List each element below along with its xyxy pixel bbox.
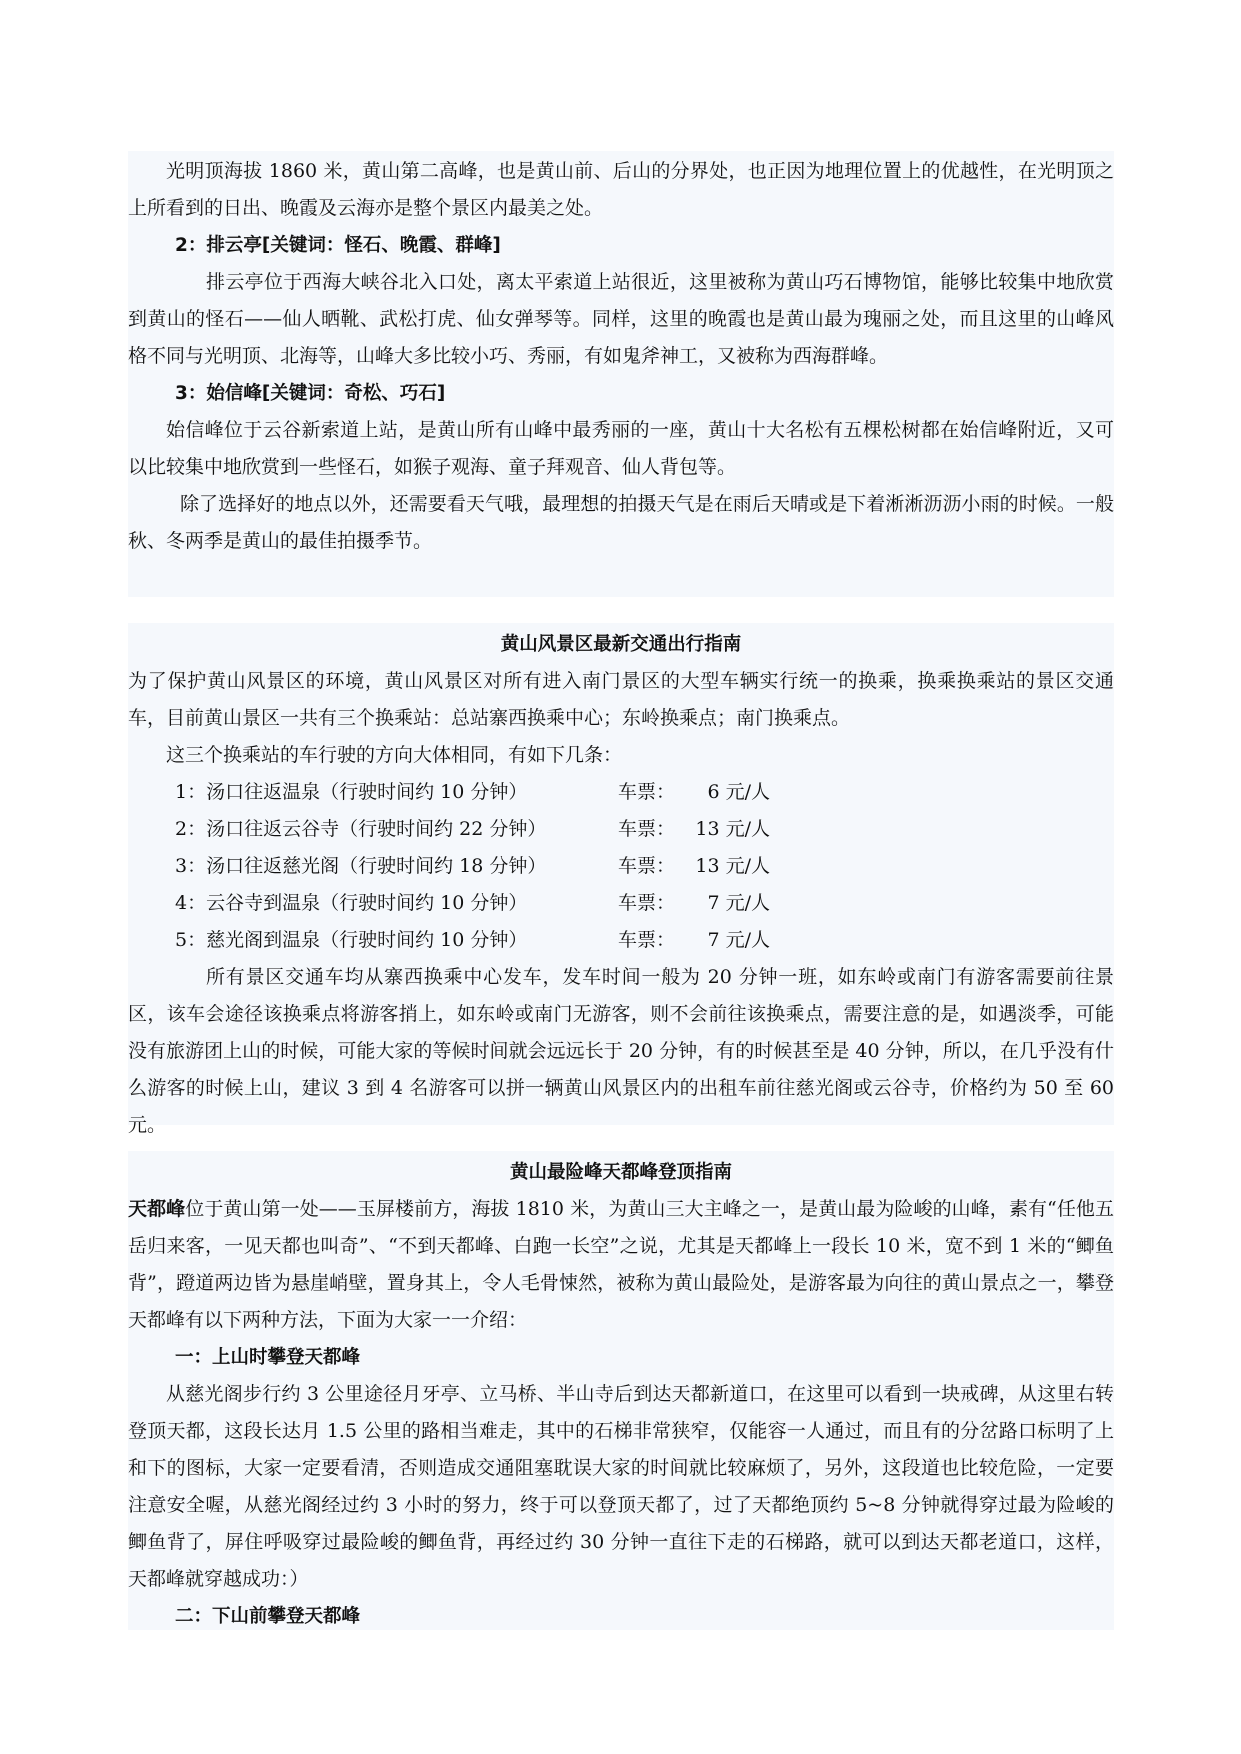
transport-intro: 为了保护黄山风景区的环境，黄山风景区对所有进入南门景区的大型车辆实行统一的换乘，换乘换乘站的景区交通车，目前黄山景区一共有三个换乘站：总站寨西换乘中心；东岭换乘点；南门换乘点。 [128, 670, 1114, 729]
tiandu-intro [128, 1191, 1114, 1339]
ticket-price: 6 元/人 [707, 781, 770, 803]
ticket-label: 车票： [618, 892, 676, 914]
route-item [128, 848, 1114, 885]
route-item [128, 774, 1114, 811]
ticket-price: 7 元/人 [707, 929, 770, 951]
transport-title: 黄山风景区最新交通出行指南 [500, 634, 742, 655]
ticket-label: 车票： [618, 818, 676, 840]
tiandu-keyword: 天都峰 [128, 1198, 186, 1220]
routes-intro: 这三个换乘站的车行驶的方向大体相同，有如下几条： [166, 744, 623, 766]
method2-heading: 二：下山前攀登天都峰 [175, 1606, 361, 1627]
route-item [128, 885, 1114, 922]
section-transport-guide [128, 623, 1114, 1136]
route-item [128, 922, 1114, 959]
shixinfeng-paragraph: 始信峰位于云谷新索道上站，是黄山所有山峰中最秀丽的一座，黄山十大名松有五棵松树都在始信峰附近，又可以比较集中地欣赏到一些怪石，如猴子观海、童子拜观音、仙人背包等。 [128, 419, 1114, 478]
section-photo-spots [128, 151, 1114, 597]
route-name: 3：汤口往返慈光阁（行驶时间约 18 分钟） [175, 855, 547, 877]
ticket-price: 7 元/人 [707, 892, 770, 914]
transport-details: 所有景区交通车均从寨西换乘中心发车，发车时间一般为 20 分钟一班，如东岭或南门有游客需要前往景区，该车会途径该换乘点将游客捎上，如东岭或南门无游客，则不会前往该换乘点，需要注意的是，如遇淡季，可能没有旅游团上山的时候，可能大家的等候时间就会远远长于 20 分钟，有的时候甚至是 40 分钟，所以，在几乎没有什么游客的时候上山，建议 3 到 4 名游客可以拼一辆黄山风景区内的出租车前往慈光阁或云谷寺，价格约为 50 至 60 元。 [128, 966, 1114, 1136]
section-tiandu-guide [128, 1151, 1114, 1630]
route-name: 1：汤口往返温泉（行驶时间约 10 分钟） [175, 781, 528, 803]
ticket-label: 车票： [618, 855, 676, 877]
route-name: 4：云谷寺到温泉（行驶时间约 10 分钟） [175, 892, 528, 914]
route-list [128, 774, 1114, 959]
tiandu-title: 黄山最险峰天都峰登顶指南 [509, 1162, 732, 1183]
paiyunting-heading: 2：排云亭[关键词：怪石、晚霞、群峰] [175, 235, 501, 256]
route-name: 5：慈光阁到温泉（行驶时间约 10 分钟） [175, 929, 528, 951]
method1-heading: 一：上山时攀登天都峰 [175, 1347, 361, 1368]
guangmingding-paragraph: 光明顶海拔 1860 米，黄山第二高峰，也是黄山前、后山的分界处，也正因为地理位置上的优越性，在光明顶之上所看到的日出、晚霞及云海亦是整个景区内最美之处。 [128, 160, 1114, 219]
route-name: 2：汤口往返云谷寺（行驶时间约 22 分钟） [175, 818, 547, 840]
paiyunting-paragraph: 排云亭位于西海大峡谷北入口处，离太平索道上站很近，这里被称为黄山巧石博物馆，能够比较集中地欣赏到黄山的怪石——仙人晒靴、武松打虎、仙女弹琴等。同样，这里的晚霞也是黄山最为瑰丽之处，而且这里的山峰风格不同与光明顶、北海等，山峰大多比较小巧、秀丽，有如鬼斧神工，又被称为西海群峰。 [128, 271, 1114, 367]
shixinfeng-heading: 3：始信峰[关键词：奇松、巧石] [175, 383, 446, 404]
ticket-price: 13 元/人 [695, 818, 770, 840]
ticket-label: 车票： [618, 781, 676, 803]
weather-paragraph: 除了选择好的地点以外，还需要看天气哦，最理想的拍摄天气是在雨后天晴或是下着淅淅沥沥小雨的时候。一般秋、冬两季是黄山的最佳拍摄季节。 [128, 493, 1114, 552]
ticket-price: 13 元/人 [695, 855, 770, 877]
ticket-label: 车票： [618, 929, 676, 951]
route-item [128, 811, 1114, 848]
tiandu-intro-text: 位于黄山第一处——玉屏楼前方，海拔 1810 米，为黄山三大主峰之一，是黄山最为险峻的山峰，素有“任他五岳归来客，一见天都也叫奇”、“不到天都峰、白跑一长空”之说，尤其是天都峰上一段长 10 米，宽不到 1 米的“鲫鱼背”，蹬道两边皆为悬崖峭壁，置身其上，令人毛骨悚然，被称为黄山最险处，是游客最为向往的黄山景点之一，攀登天都峰有以下两种方法，下面为大家一一介绍： [128, 1198, 1114, 1331]
method1-paragraph: 从慈光阁步行约 3 公里途径月牙亭、立马桥、半山寺后到达天都新道口，在这里可以看到一块戒碑，从这里右转登顶天都，这段长达月 1.5 公里的路相当难走，其中的石梯非常狭窄，仅能容一人通过，而且有的分岔路口标明了上和下的图标，大家一定要看清，否则造成交通阻塞耽误大家的时间就比较麻烦了，另外，这段道也比较危险，一定要注意安全喔，从慈光阁经过约 3 小时的努力，终于可以登顶天都了，过了天都绝顶约 5~8 分钟就得穿过最为险峻的鲫鱼背了，屏住呼吸穿过最险峻的鲫鱼背，再经过约 30 分钟一直往下走的石梯路，就可以到达天都老道口，这样，天都峰就穿越成功：） [128, 1383, 1114, 1590]
